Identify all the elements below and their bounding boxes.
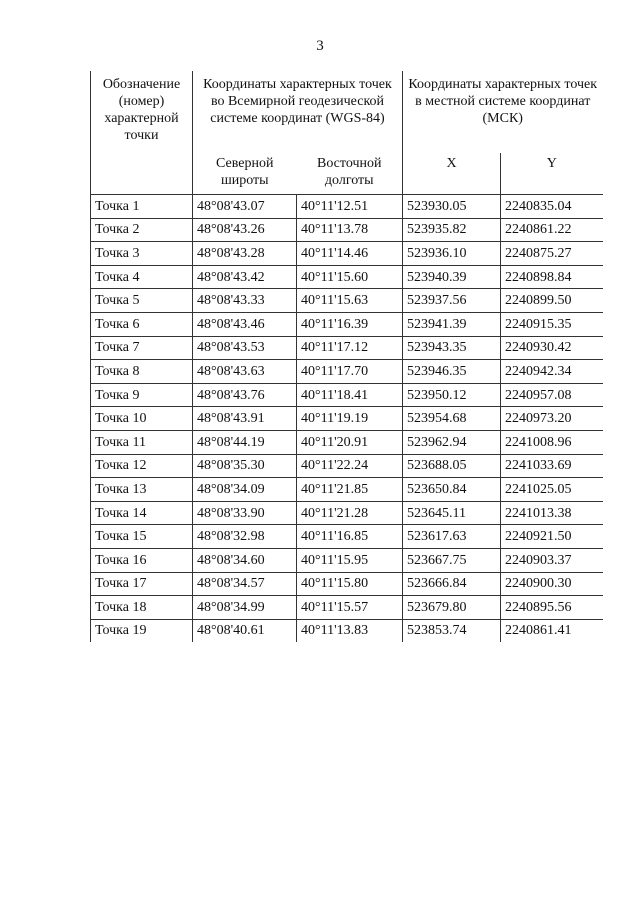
table-row (91, 360, 603, 384)
table-row (91, 312, 603, 336)
point-name-cell: Точка 6 (91, 312, 193, 336)
y-cell: 2240900.30 (501, 572, 603, 596)
longitude-cell: 40°11'15.80 (297, 572, 403, 596)
x-cell: 523946.35 (403, 360, 501, 384)
y-cell: 2241025.05 (501, 478, 603, 502)
table-row (91, 478, 603, 502)
latitude-cell: 48°08'44.19 (193, 430, 297, 454)
x-header: X (403, 153, 501, 195)
longitude-cell: 40°11'19.19 (297, 407, 403, 431)
latitude-cell: 48°08'43.46 (193, 312, 297, 336)
latitude-cell: 48°08'43.07 (193, 195, 297, 219)
x-cell: 523950.12 (403, 383, 501, 407)
coordinates-table (90, 71, 603, 642)
longitude-cell: 40°11'15.57 (297, 596, 403, 620)
latitude-cell: 48°08'43.42 (193, 265, 297, 289)
x-cell: 523688.05 (403, 454, 501, 478)
point-name-cell: Точка 18 (91, 596, 193, 620)
x-cell: 523941.39 (403, 312, 501, 336)
longitude-cell: 40°11'21.85 (297, 478, 403, 502)
x-cell: 523666.84 (403, 572, 501, 596)
latitude-cell: 48°08'34.99 (193, 596, 297, 620)
longitude-cell: 40°11'13.83 (297, 619, 403, 642)
table-row (91, 454, 603, 478)
table-row (91, 218, 603, 242)
x-cell: 523937.56 (403, 289, 501, 313)
point-name-cell: Точка 1 (91, 195, 193, 219)
latitude-header: Северной широты (193, 153, 297, 195)
point-name-cell: Точка 19 (91, 619, 193, 642)
longitude-cell: 40°11'15.95 (297, 548, 403, 572)
longitude-cell: 40°11'16.39 (297, 312, 403, 336)
x-cell: 523930.05 (403, 195, 501, 219)
point-name-cell: Точка 3 (91, 242, 193, 266)
latitude-cell: 48°08'43.91 (193, 407, 297, 431)
longitude-cell: 40°11'22.24 (297, 454, 403, 478)
longitude-cell: 40°11'12.51 (297, 195, 403, 219)
table-row (91, 336, 603, 360)
page-number: 3 (316, 38, 324, 54)
x-cell: 523645.11 (403, 501, 501, 525)
y-cell: 2240861.22 (501, 218, 603, 242)
point-name-cell: Точка 4 (91, 265, 193, 289)
point-name-cell: Точка 9 (91, 383, 193, 407)
latitude-cell: 48°08'43.76 (193, 383, 297, 407)
point-name-cell: Точка 17 (91, 572, 193, 596)
wgs84-group-header: Координаты характерных точек во Всемирной геодезической системе координат (WGS-84) (193, 71, 403, 153)
latitude-cell: 48°08'43.26 (193, 218, 297, 242)
table-row (91, 195, 603, 219)
table-row (91, 430, 603, 454)
longitude-cell: 40°11'18.41 (297, 383, 403, 407)
x-cell: 523954.68 (403, 407, 501, 431)
table-row (91, 548, 603, 572)
x-cell: 523940.39 (403, 265, 501, 289)
point-name-cell: Точка 14 (91, 501, 193, 525)
y-cell: 2240973.20 (501, 407, 603, 431)
point-name-cell: Точка 5 (91, 289, 193, 313)
y-cell: 2240921.50 (501, 525, 603, 549)
y-cell: 2241008.96 (501, 430, 603, 454)
latitude-cell: 48°08'43.33 (193, 289, 297, 313)
table-row (91, 619, 603, 642)
y-cell: 2240835.04 (501, 195, 603, 219)
latitude-cell: 48°08'34.09 (193, 478, 297, 502)
longitude-cell: 40°11'17.70 (297, 360, 403, 384)
table-row (91, 572, 603, 596)
x-cell: 523667.75 (403, 548, 501, 572)
longitude-cell: 40°11'13.78 (297, 218, 403, 242)
longitude-cell: 40°11'16.85 (297, 525, 403, 549)
latitude-cell: 48°08'43.28 (193, 242, 297, 266)
x-cell: 523935.82 (403, 218, 501, 242)
latitude-cell: 48°08'32.98 (193, 525, 297, 549)
y-cell: 2240875.27 (501, 242, 603, 266)
y-cell: 2241013.38 (501, 501, 603, 525)
table-row (91, 383, 603, 407)
x-cell: 523650.84 (403, 478, 501, 502)
coordinates-rows (91, 195, 603, 643)
latitude-cell: 48°08'43.63 (193, 360, 297, 384)
x-cell: 523617.63 (403, 525, 501, 549)
longitude-cell: 40°11'15.63 (297, 289, 403, 313)
longitude-cell: 40°11'20.91 (297, 430, 403, 454)
longitude-cell: 40°11'21.28 (297, 501, 403, 525)
msk-group-header: Координаты характерных точек в местной системе координат (МСК) (403, 71, 603, 153)
y-cell: 2240942.34 (501, 360, 603, 384)
table-row (91, 525, 603, 549)
table-row (91, 242, 603, 266)
longitude-cell: 40°11'14.46 (297, 242, 403, 266)
table-row (91, 265, 603, 289)
y-cell: 2240957.08 (501, 383, 603, 407)
latitude-cell: 48°08'34.60 (193, 548, 297, 572)
latitude-cell: 48°08'33.90 (193, 501, 297, 525)
point-name-cell: Точка 10 (91, 407, 193, 431)
y-cell: 2241033.69 (501, 454, 603, 478)
y-cell: 2240895.56 (501, 596, 603, 620)
point-name-cell: Точка 7 (91, 336, 193, 360)
y-cell: 2240898.84 (501, 265, 603, 289)
point-name-cell: Точка 2 (91, 218, 193, 242)
table-row (91, 501, 603, 525)
table-row (91, 289, 603, 313)
latitude-cell: 48°08'34.57 (193, 572, 297, 596)
y-cell: 2240899.50 (501, 289, 603, 313)
point-name-cell: Точка 11 (91, 430, 193, 454)
table-row (91, 407, 603, 431)
x-cell: 523962.94 (403, 430, 501, 454)
longitude-header: Восточной долготы (317, 156, 382, 188)
x-cell: 523936.10 (403, 242, 501, 266)
point-name-cell: Точка 13 (91, 478, 193, 502)
x-cell: 523679.80 (403, 596, 501, 620)
latitude-cell: 48°08'35.30 (193, 454, 297, 478)
point-name-cell: Точка 8 (91, 360, 193, 384)
y-cell: 2240915.35 (501, 312, 603, 336)
y-cell: 2240903.37 (501, 548, 603, 572)
y-header: Y (501, 153, 603, 195)
point-name-cell: Точка 16 (91, 548, 193, 572)
longitude-cell: 40°11'17.12 (297, 336, 403, 360)
x-cell: 523943.35 (403, 336, 501, 360)
y-cell: 2240930.42 (501, 336, 603, 360)
latitude-cell: 48°08'43.53 (193, 336, 297, 360)
y-cell: 2240861.41 (501, 619, 603, 642)
latitude-cell: 48°08'40.61 (193, 619, 297, 642)
longitude-cell: 40°11'15.60 (297, 265, 403, 289)
point-name-cell: Точка 15 (91, 525, 193, 549)
point-name-cell: Точка 12 (91, 454, 193, 478)
point-designation-header: Обозначение (номер) характерной точки (91, 71, 193, 195)
table-row (91, 596, 603, 620)
x-cell: 523853.74 (403, 619, 501, 642)
